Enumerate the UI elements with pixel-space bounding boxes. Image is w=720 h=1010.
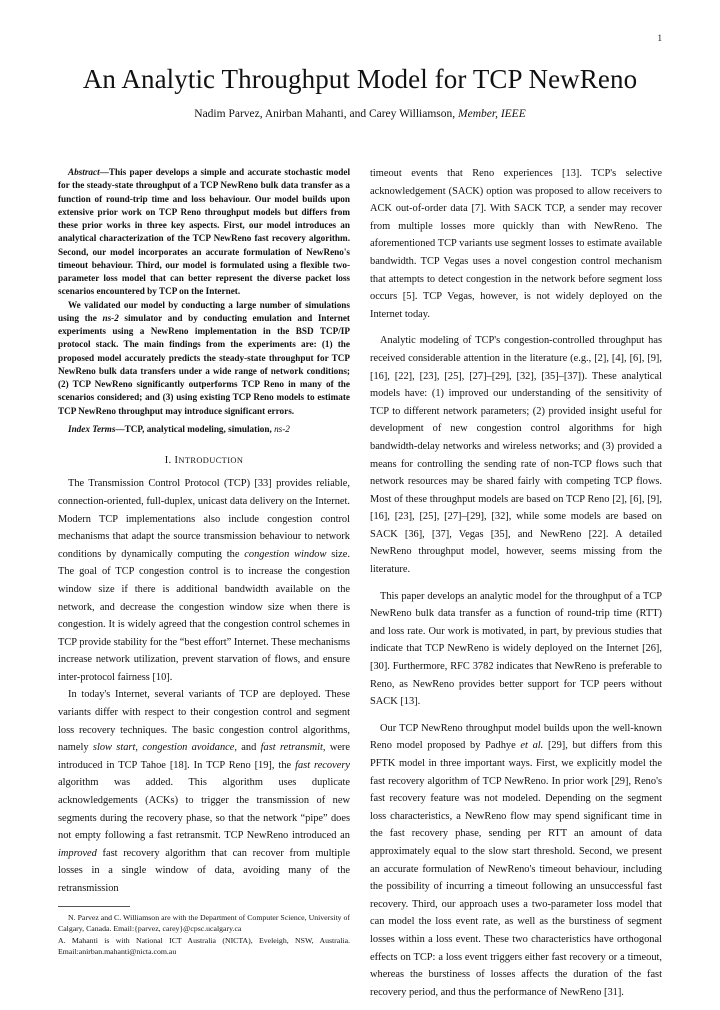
text-run: fast recovery algorithm that can recover from multiple losses in a single window of data, avoiding many of the retransmission: [58, 847, 350, 894]
intro-paragraph-1: [58, 475, 350, 686]
index-terms-text: TCP, analytical modeling, simulation,: [124, 423, 275, 434]
abstract-paragraph-2: [58, 299, 350, 418]
text-run: size. The goal of TCP congestion control is to increase the congestion window size if there is additional bandwidth available on the network, and decrease the congestion window size when there is congestion. It is widely agreed that the congestion control schemes in TCP provide stability for the “best effort” Internet. These mechanisms increase network utilization, prevent starvation of flows, and ensure inter-protocol fairness [10].: [58, 548, 351, 683]
right-paragraph-3: This paper develops an analytic model for the throughput of a TCP NewReno bulk data transfer as a function of round-trip time (RTT) and loss rate. Our work is motivated, in part, by previous studies that indicate that TCP NewReno is widely deployed on the Internet [26], [30]. Furthermore, RFC 3782 indicates that NewReno is preferable to Reno, as NewReno provides better support for TCP peers without SACK [13].: [370, 590, 662, 708]
right-paragraph-4: [370, 720, 662, 1002]
text-run: ,: [135, 742, 143, 754]
right-column: [370, 165, 662, 1010]
section-title-rest: NTRODUCTION: [178, 455, 244, 465]
term-congestion-window: congestion window: [244, 548, 327, 560]
abstract-label: Abstract: [68, 167, 100, 177]
footnote: [58, 912, 350, 958]
intro-paragraph-2: [58, 686, 350, 897]
section-numeral: I. I: [164, 454, 179, 466]
term-et-al: et al.: [520, 740, 544, 752]
index-terms: [58, 423, 350, 436]
abstract-text-2a: We validated our model by conducting a large number of simulations using the: [58, 299, 350, 323]
term-improved: improved: [58, 847, 97, 859]
text-run: , and: [234, 742, 261, 754]
index-terms-ns2: ns-2: [274, 423, 290, 434]
text-run: In today's Internet, several variants of TCP are deployed. These variants differ with respect to their congestion control and segment loss recovery techniques. The basic congestion control algorithms, namely: [58, 689, 350, 754]
term-slow-start: slow start: [92, 742, 136, 754]
abstract-text-1: This paper develops a simple and accurate stochastic model for the steady-state throughput of a TCP NewReno bulk data transfer as a function of round-trip time and loss behaviour. Our model builds upon extensive prior work on TCP Reno throughput models but differs from these prior works in three key aspects. First, our model introduces an analytical characterization of the TCP NewReno fast recovery algorithm. Second, our model incorporates an accurate formulation of NewReno's timeout behaviour. Third, our model is formulated using a flexible two-parameter loss model that can better represent the diverse packet loss scenarios encountered by TCP on the Internet.: [58, 167, 350, 297]
text-run: algorithm was added. This algorithm uses duplicate acknowledgements (ACKs) to trigger the transmission of new segments during the recovery phase, so that the network “pipe” does not empty following a fast retransmit. TCP NewReno introduced an: [58, 777, 350, 842]
index-terms-dash: —: [115, 423, 125, 434]
text-run: , were introduced in TCP Tahoe [18]. In TCP Reno [19], the: [58, 742, 351, 771]
left-column: [58, 166, 350, 958]
right-paragraph-2: Analytic modeling of TCP's congestion-controlled throughput has received considerable attention in the literature (e.g., [2], [4], [6], [9], [16], [22], [23], [25], [27]–[29], [32], [35]–[37]). These analytical models have: (1) improved our understanding of the sensitivity of TCP to different network parameters; (2) provided insight useful for development of new congestion control algorithms for high bandwidth-delay networks and wireless networks; and (3) provided a means for controlling the sending rate of non-TCP flows such that network resources may be shared fairly with competing TCP flows. Most of these throughput models are based on TCP Reno [2], [6], [9], [16], [23], [25], [27]–[29], [32], while some models are based on SACK [36], [37], Vegas [35], and NewReno [22]. A detailed NewReno throughput model, however, seems missing from the literature.: [370, 335, 662, 576]
page-number: 1: [657, 33, 662, 43]
author-names: Nadim Parvez, Anirban Mahanti, and Carey Williamson,: [194, 108, 456, 120]
text-run: Our TCP NewReno throughput model builds upon the well-known Reno model proposed by Padhye: [370, 722, 662, 752]
footnote-1: N. Parvez and C. Williamson are with the Department of Computer Science, University of Calgary, Canada. Email:{parvez, carey}@cpsc.ucalgary.ca: [58, 912, 350, 934]
abstract-ns2: ns-2: [102, 312, 119, 323]
text-run: The Transmission Control Protocol (TCP) [33] provides reliable, connection-oriented, full-duplex, unicast data delivery on the Internet. Modern TCP implementations also include congestion control mechanisms that adapt the source transmission behaviour to network conditions by dynamically computing the: [58, 478, 350, 560]
footnote-rule: [58, 906, 130, 907]
text-run: [29], but differs from this PFTK model in three important ways. First, we explicitly model the fast recovery algorithm of TCP NewReno. In prior work [29], Reno's fast recovery feature was not modeled. Depending on the segment loss characteristics, a NewReno flow may spend significant time in the fast recovery phase, sending per RTT an amount of data approximately equal to the slow start threshold. Second, we present an accurate formulation of NewReno's timeout behaviour, including the possibility of incurring a timeout following an unsuccessful fast recovery. Third, our approach uses a two-parameter loss model that can model the loss event rate, as well as the burstiness of segment losses within a loss event. These two characteristics have orthogonal effects on TCP: a loss event triggers either fast recovery or a timeout, whereas the burstiness of losses affects the duration of the fast recovery period, and thus the performance of NewReno [31].: [370, 740, 662, 998]
section-heading-introduction: [58, 452, 350, 470]
abstract-paragraph-1: [58, 166, 350, 299]
term-congestion-avoidance: congestion avoidance: [142, 742, 235, 754]
index-terms-label: Index Terms: [68, 423, 116, 434]
abstract: [58, 166, 350, 418]
author-membership: Member, IEEE: [458, 108, 526, 120]
right-paragraph-1: timeout events that Reno experiences [13]. TCP's selective acknowledgement (SACK) option was proposed to allow receivers to ACK out-of-order data [7]. With SACK TCP, a sender may recover from multiple losses more quickly than with NewReno. The aforementioned TCP variants use segment losses to estimate available bandwidth. TCP Vegas uses a novel congestion control mechanism that attempts to detect congestion in the network before segment loss occurs [5]. TCP Vegas, however, is not widely deployed on the Internet today.: [370, 168, 662, 320]
term-fast-retransmit: fast retransmit: [260, 742, 323, 754]
term-fast-recovery: fast recovery: [295, 759, 350, 771]
author-line: [0, 108, 720, 120]
footnote-2: A. Mahanti is with National ICT Australia (NICTA), Eveleigh, NSW, Australia. Email:anirban.mahanti@nicta.com.au: [58, 935, 350, 957]
abstract-text-2b: simulator and by conducting emulation and Internet experiments using a NewReno implementation in the BSD TCP/IP protocol stack. The main findings from the experiments are: (1) the proposed model accurately predicts the steady-state throughput for TCP NewReno bulk data transfers under a wide range of network conditions; (2) TCP NewReno significantly outperforms TCP Reno in many of the scenarios considered; and (3) using existing TCP Reno models to estimate TCP NewReno throughput may introduce significant errors.: [58, 312, 350, 416]
abstract-dash: —: [99, 167, 109, 177]
paper-title: An Analytic Throughput Model for TCP NewReno: [82, 64, 638, 94]
